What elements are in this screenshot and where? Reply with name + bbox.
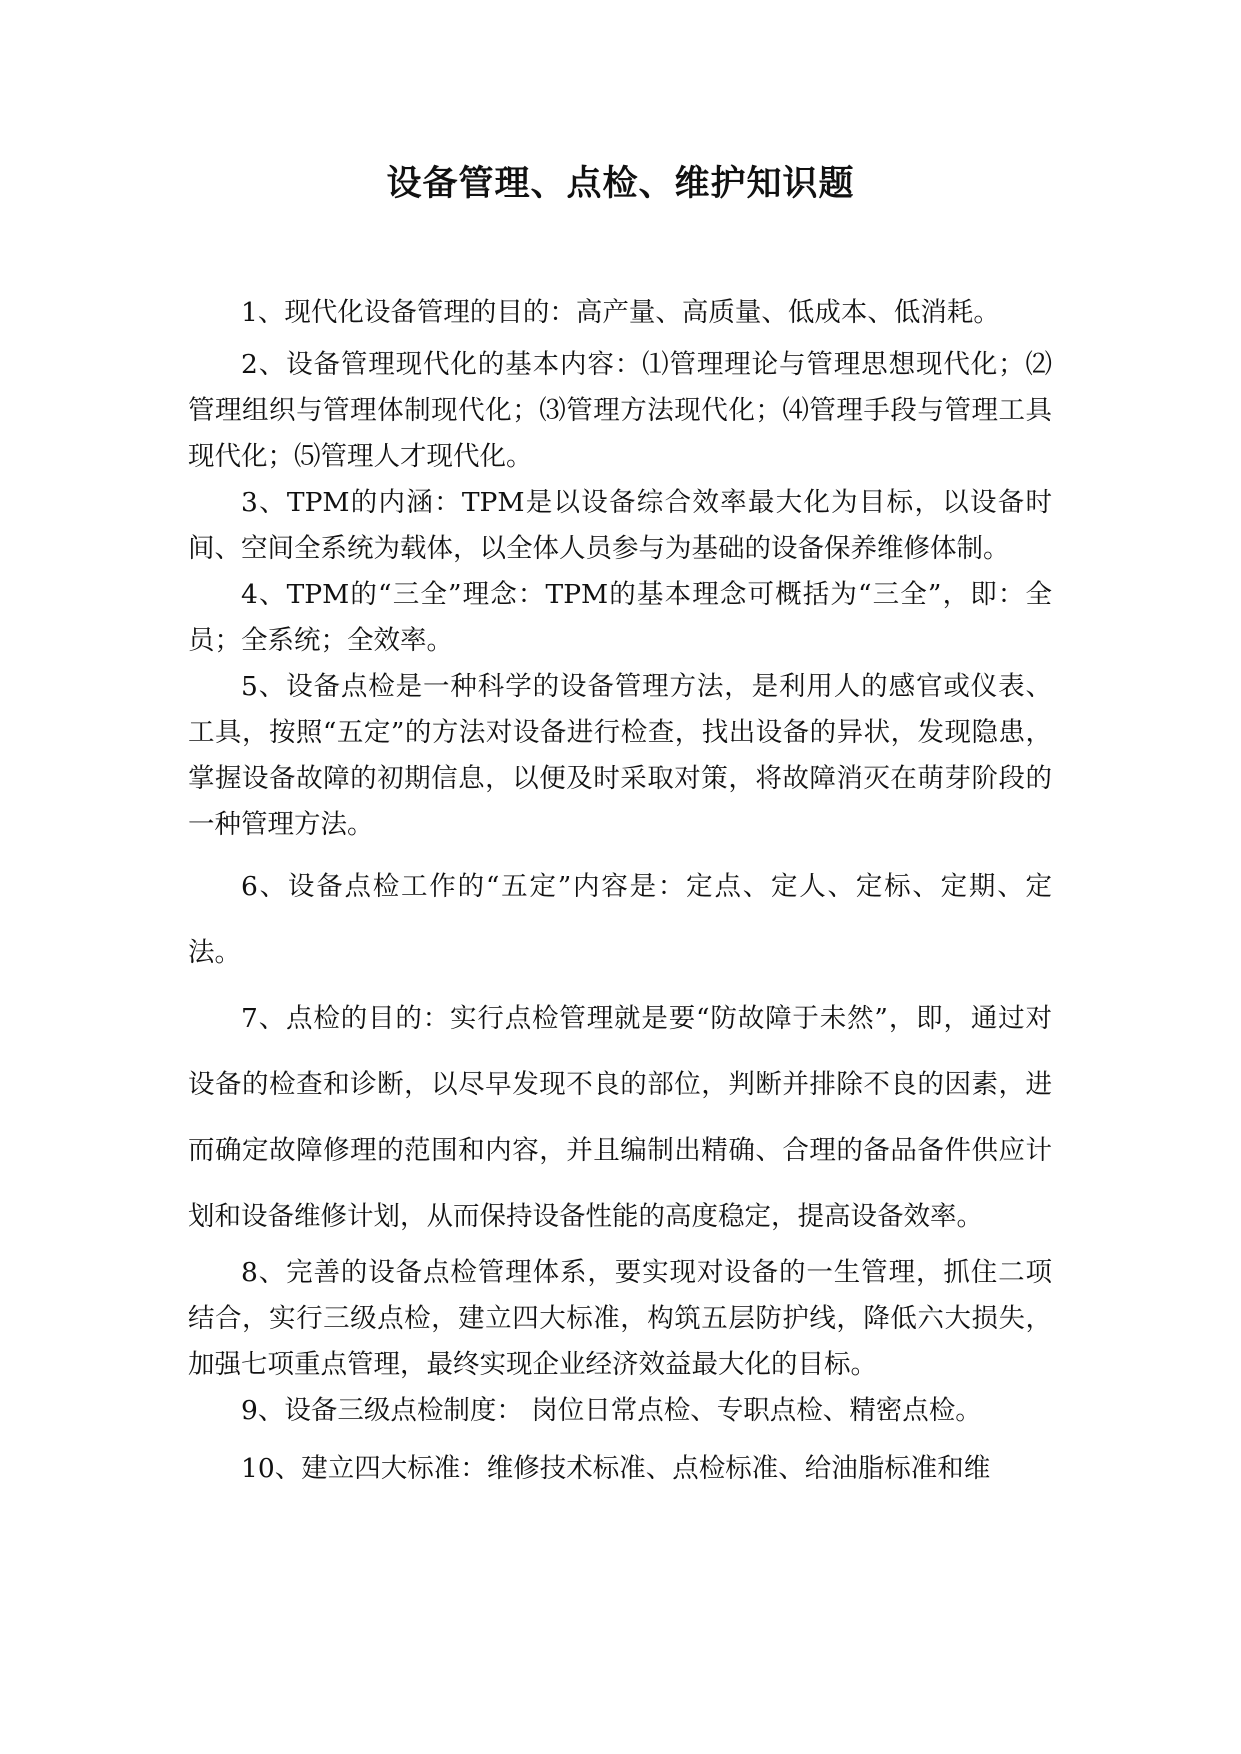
paragraph-7: 7、点检的目的：实行点检管理就是要“防故障于未然”，即，通过对设备的检查和诊断，以尽早发现不良的部位，判断并排除不良的因素，进而确定故障修理的范围和内容，并且编制出精确、合理的备品备件供应计划和设备维修计划，从而保持设备性能的高度稳定，提高设备效率。 [188,1003,1052,1232]
paragraph-10: 10、建立四大标准：维修技术标准、点检标准、给油脂标准和维 [241,1453,991,1484]
paragraph-6: 6、设备点检工作的“五定”内容是：定点、定人、定标、定期、定法。 [188,871,1052,968]
paragraph-3: 3、TPM的内涵：TPM是以设备综合效率最大化为目标，以设备时间、空间全系统为载体，以全体人员参与为基础的设备保养维修体制。 [188,487,1052,564]
document-body [188,290,1052,1492]
document-title: 设备管理、点检、维护知识题 [386,163,855,204]
paragraph-9: 9、设备三级点检制度： 岗位日常点检、专职点检、精密点检。 [241,1395,982,1426]
paragraph-5: 5、设备点检是一种科学的设备管理方法，是利用人的感官或仪表、工具，按照“五定”的方法对设备进行检查，找出设备的异状，发现隐患，掌握设备故障的初期信息，以便及时采取对策，将故障消灭在萌芽阶段的一种管理方法。 [188,671,1052,840]
paragraph-8: 8、完善的设备点检管理体系，要实现对设备的一生管理，抓住二项结合，实行三级点检，建立四大标准，构筑五层防护线，降低六大损失，加强七项重点管理，最终实现企业经济效益最大化的目标。 [188,1257,1052,1380]
paragraph-2: 2、设备管理现代化的基本内容：⑴管理理论与管理思想现代化；⑵管理组织与管理体制现代化；⑶管理方法现代化；⑷管理手段与管理工具现代化；⑸管理人才现代化。 [188,349,1052,472]
paragraph-4: 4、TPM的“三全”理念：TPM的基本理念可概括为“三全”，即：全员；全系统；全效率。 [188,579,1052,656]
paragraph-1: 1、现代化设备管理的目的：高产量、高质量、低成本、低消耗。 [241,297,1000,328]
